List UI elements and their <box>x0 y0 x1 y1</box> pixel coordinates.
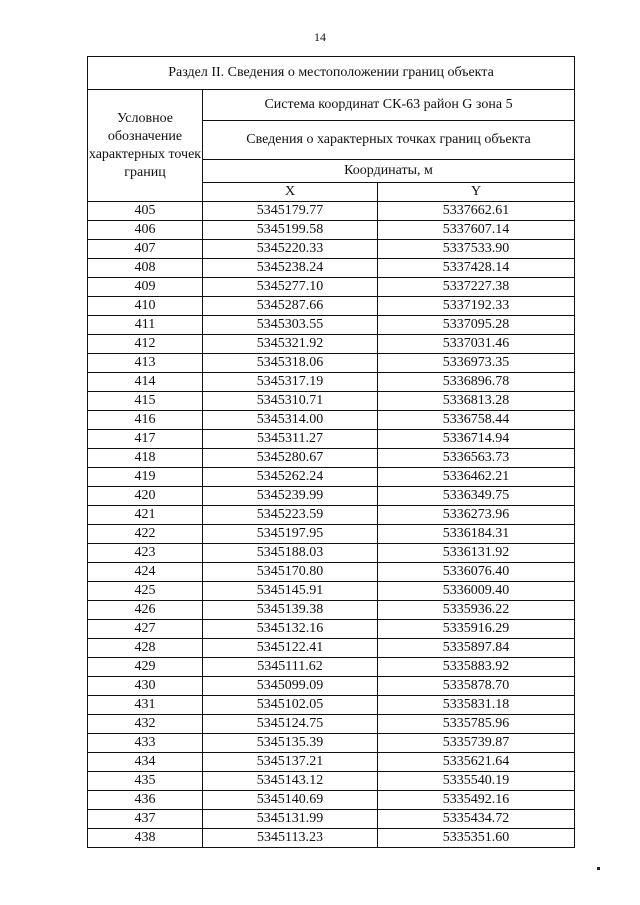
x-coordinate-cell: 5345277.10 <box>203 278 378 297</box>
x-coordinate-cell: 5345140.69 <box>203 791 378 810</box>
y-coordinate-cell: 5336563.73 <box>378 449 575 468</box>
coordinate-system-header: Система координат СК-63 район G зона 5 <box>203 90 575 121</box>
y-coordinate-cell: 5336896.78 <box>378 373 575 392</box>
x-coordinate-cell: 5345197.95 <box>203 525 378 544</box>
y-coordinate-cell: 5335540.19 <box>378 772 575 791</box>
point-number-cell: 431 <box>88 696 203 715</box>
y-coordinate-cell: 5335831.18 <box>378 696 575 715</box>
y-coordinate-cell: 5335351.60 <box>378 829 575 848</box>
y-coordinate-cell: 5336973.35 <box>378 354 575 373</box>
x-coordinate-cell: 5345145.91 <box>203 582 378 601</box>
y-coordinate-cell: 5336462.21 <box>378 468 575 487</box>
point-number-cell: 412 <box>88 335 203 354</box>
point-number-cell: 423 <box>88 544 203 563</box>
y-coordinate-cell: 5336714.94 <box>378 430 575 449</box>
table-row <box>88 373 575 392</box>
point-number-cell: 427 <box>88 620 203 639</box>
x-coordinate-cell: 5345099.09 <box>203 677 378 696</box>
x-coordinate-cell: 5345135.39 <box>203 734 378 753</box>
point-number-cell: 422 <box>88 525 203 544</box>
x-coordinate-cell: 5345314.00 <box>203 411 378 430</box>
point-number-cell: 406 <box>88 221 203 240</box>
y-coordinate-cell: 5337533.90 <box>378 240 575 259</box>
point-number-cell: 418 <box>88 449 203 468</box>
table-row <box>88 221 575 240</box>
section-title: Раздел II. Сведения о местоположении границ объекта <box>88 57 575 90</box>
y-column-header: Y <box>378 183 575 202</box>
table-row <box>88 240 575 259</box>
x-coordinate-cell: 5345262.24 <box>203 468 378 487</box>
y-coordinate-cell: 5336184.31 <box>378 525 575 544</box>
point-number-cell: 432 <box>88 715 203 734</box>
point-number-cell: 434 <box>88 753 203 772</box>
x-coordinate-cell: 5345280.67 <box>203 449 378 468</box>
table-row <box>88 715 575 734</box>
table-body <box>88 202 575 848</box>
x-coordinate-cell: 5345238.24 <box>203 259 378 278</box>
coordinates-header: Координаты, м <box>203 160 575 183</box>
y-coordinate-cell: 5336349.75 <box>378 487 575 506</box>
x-coordinate-cell: 5345170.80 <box>203 563 378 582</box>
x-coordinate-cell: 5345321.92 <box>203 335 378 354</box>
table-row <box>88 278 575 297</box>
x-coordinate-cell: 5345113.23 <box>203 829 378 848</box>
x-coordinate-cell: 5345143.12 <box>203 772 378 791</box>
point-number-cell: 426 <box>88 601 203 620</box>
table-row <box>88 734 575 753</box>
x-coordinate-cell: 5345139.38 <box>203 601 378 620</box>
point-number-cell: 417 <box>88 430 203 449</box>
scan-mark <box>597 867 600 870</box>
y-coordinate-cell: 5337428.14 <box>378 259 575 278</box>
y-coordinate-cell: 5337192.33 <box>378 297 575 316</box>
point-number-cell: 425 <box>88 582 203 601</box>
y-coordinate-cell: 5337662.61 <box>378 202 575 221</box>
y-coordinate-cell: 5336273.96 <box>378 506 575 525</box>
x-coordinate-cell: 5345124.75 <box>203 715 378 734</box>
table-row <box>88 696 575 715</box>
x-coordinate-cell: 5345188.03 <box>203 544 378 563</box>
table-row <box>88 810 575 829</box>
table-row <box>88 202 575 221</box>
point-number-cell: 433 <box>88 734 203 753</box>
y-coordinate-cell: 5336009.40 <box>378 582 575 601</box>
table-row <box>88 563 575 582</box>
point-number-cell: 408 <box>88 259 203 278</box>
x-coordinate-cell: 5345199.58 <box>203 221 378 240</box>
x-coordinate-cell: 5345179.77 <box>203 202 378 221</box>
table-row <box>88 259 575 278</box>
point-number-cell: 414 <box>88 373 203 392</box>
table-row <box>88 525 575 544</box>
y-coordinate-cell: 5335492.16 <box>378 791 575 810</box>
point-number-cell: 419 <box>88 468 203 487</box>
x-coordinate-cell: 5345318.06 <box>203 354 378 373</box>
table-row <box>88 639 575 658</box>
y-coordinate-cell: 5335916.29 <box>378 620 575 639</box>
point-number-cell: 429 <box>88 658 203 677</box>
boundary-coordinates-table <box>87 56 575 848</box>
x-coordinate-cell: 5345317.19 <box>203 373 378 392</box>
table-row <box>88 620 575 639</box>
point-number-cell: 424 <box>88 563 203 582</box>
y-coordinate-cell: 5335785.96 <box>378 715 575 734</box>
y-coordinate-cell: 5336758.44 <box>378 411 575 430</box>
x-coordinate-cell: 5345311.27 <box>203 430 378 449</box>
table-row <box>88 544 575 563</box>
point-number-cell: 411 <box>88 316 203 335</box>
x-coordinate-cell: 5345137.21 <box>203 753 378 772</box>
point-number-cell: 413 <box>88 354 203 373</box>
y-coordinate-cell: 5335739.87 <box>378 734 575 753</box>
point-number-cell: 420 <box>88 487 203 506</box>
point-number-cell: 437 <box>88 810 203 829</box>
table-row <box>88 392 575 411</box>
table-row <box>88 658 575 677</box>
table-row <box>88 354 575 373</box>
y-coordinate-cell: 5335434.72 <box>378 810 575 829</box>
point-number-cell: 416 <box>88 411 203 430</box>
x-coordinate-cell: 5345287.66 <box>203 297 378 316</box>
x-coordinate-cell: 5345303.55 <box>203 316 378 335</box>
table-header <box>88 57 575 202</box>
table-row <box>88 335 575 354</box>
x-coordinate-cell: 5345223.59 <box>203 506 378 525</box>
x-coordinate-cell: 5345122.41 <box>203 639 378 658</box>
table-row <box>88 753 575 772</box>
points-info-header: Сведения о характерных точках границ объекта <box>203 121 575 160</box>
table-row <box>88 601 575 620</box>
point-number-cell: 410 <box>88 297 203 316</box>
table-row <box>88 411 575 430</box>
y-coordinate-cell: 5335883.92 <box>378 658 575 677</box>
table-row <box>88 297 575 316</box>
table-row <box>88 582 575 601</box>
y-coordinate-cell: 5337607.14 <box>378 221 575 240</box>
point-number-cell: 405 <box>88 202 203 221</box>
point-number-cell: 438 <box>88 829 203 848</box>
table-row <box>88 468 575 487</box>
table-row <box>88 829 575 848</box>
y-coordinate-cell: 5337031.46 <box>378 335 575 354</box>
table-row <box>88 677 575 696</box>
x-column-header: X <box>203 183 378 202</box>
y-coordinate-cell: 5335621.64 <box>378 753 575 772</box>
table-row <box>88 430 575 449</box>
x-coordinate-cell: 5345131.99 <box>203 810 378 829</box>
y-coordinate-cell: 5335936.22 <box>378 601 575 620</box>
point-number-cell: 436 <box>88 791 203 810</box>
point-number-cell: 407 <box>88 240 203 259</box>
page-number: 14 <box>314 30 326 44</box>
y-coordinate-cell: 5335878.70 <box>378 677 575 696</box>
x-coordinate-cell: 5345102.05 <box>203 696 378 715</box>
x-coordinate-cell: 5345220.33 <box>203 240 378 259</box>
table-row <box>88 316 575 335</box>
table-row <box>88 772 575 791</box>
y-coordinate-cell: 5337095.28 <box>378 316 575 335</box>
y-coordinate-cell: 5336131.92 <box>378 544 575 563</box>
point-number-cell: 409 <box>88 278 203 297</box>
point-designation-header: Условное обозначение характерных точек границ <box>88 90 203 202</box>
y-coordinate-cell: 5335897.84 <box>378 639 575 658</box>
x-coordinate-cell: 5345111.62 <box>203 658 378 677</box>
point-number-cell: 435 <box>88 772 203 791</box>
table-row <box>88 791 575 810</box>
point-number-cell: 415 <box>88 392 203 411</box>
y-coordinate-cell: 5336076.40 <box>378 563 575 582</box>
x-coordinate-cell: 5345239.99 <box>203 487 378 506</box>
x-coordinate-cell: 5345132.16 <box>203 620 378 639</box>
point-number-cell: 421 <box>88 506 203 525</box>
table-row <box>88 449 575 468</box>
y-coordinate-cell: 5337227.38 <box>378 278 575 297</box>
table-row <box>88 487 575 506</box>
y-coordinate-cell: 5336813.28 <box>378 392 575 411</box>
point-number-cell: 428 <box>88 639 203 658</box>
table-row <box>88 506 575 525</box>
x-coordinate-cell: 5345310.71 <box>203 392 378 411</box>
point-number-cell: 430 <box>88 677 203 696</box>
